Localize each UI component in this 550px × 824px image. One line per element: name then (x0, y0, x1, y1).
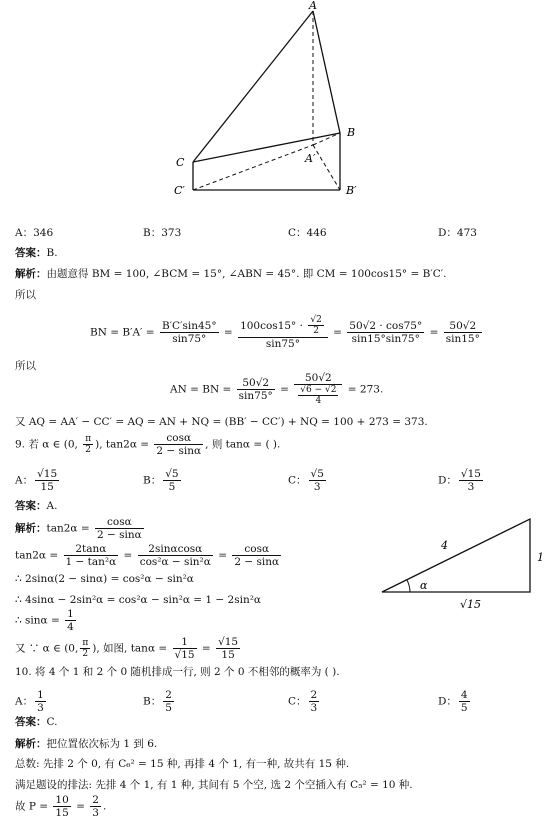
a4-lhs: 故 P = (15, 800, 49, 813)
q9-stem-frac (154, 432, 203, 457)
eq1-frac1 (160, 320, 219, 345)
pi-num: π (82, 637, 89, 648)
eq2-frac2-inner-num: √6 − √2 (300, 385, 337, 396)
triangle-figure (370, 510, 550, 615)
q9-stem: 9. 若 α ∈ (0, $\frac{\pi}{2}$ ), tan2α = $\frac{\cos\alpha}{2 - \sin\alpha}$ , 则 tanα = ( ). (15, 432, 281, 458)
a5-frac (65, 608, 76, 633)
eq2-rhs: = 273. (347, 383, 384, 396)
q9-opt-d-frac (459, 468, 483, 493)
a5-lhs: ∴ sinα = (15, 614, 60, 627)
q8-equation-2: AN = BN = $\frac{50√2}{\sin 75^\circ}$ = $\frac{50√2}{\frac{√6 - √2}{4}}$ = 273. (170, 372, 384, 407)
a1-num: cosα (107, 516, 132, 528)
q9-opt-d-num: √15 (460, 468, 481, 480)
answer-label: 答案： (15, 247, 47, 259)
q8-option-d: D：473 (438, 227, 477, 239)
q9-analysis-4: ∴ 4sinα − 2sin²α = cos²α − sin²α = 1 − 2sin²α (15, 594, 262, 606)
a1-den: 2 − sinα (97, 529, 142, 542)
q9-stem-c: , 则 tanα = ( ). (205, 438, 281, 451)
answer-value: A. (46, 500, 58, 512)
q9-analysis-3: ∴ 2sinα(2 − sinα) = cos²α − sin²α (15, 573, 194, 585)
eq1-frac2-inner-den: 2 (308, 325, 323, 336)
q8-option-c: C：446 (288, 227, 327, 239)
a4-den1: 15 (55, 807, 69, 820)
a6-pi-half (80, 638, 90, 660)
analysis-label: 解析： (15, 522, 47, 535)
q9-opt-c-den: 3 (309, 480, 326, 493)
eq2-frac2-inner (298, 385, 338, 407)
a6-num1: 1 (181, 636, 188, 648)
eq1-frac2-inner (308, 315, 323, 337)
analysis-label: 解析： (15, 738, 47, 750)
a4-den2: 3 (92, 807, 99, 820)
edge-a1b (313, 133, 340, 145)
q9-option-d (438, 468, 485, 493)
a2-frac1 (64, 543, 119, 568)
q10-opt-c-frac (309, 689, 320, 714)
q9-pi-half (83, 434, 93, 456)
q9-analysis-2: tan2α = $\frac{2\tan\alpha}{\text{1 − tan²α}}$ = $\frac{2\sin\alpha\cos\alpha}{\text{cos²α − sin²α}}$ = $\frac{\cos\alpha}{2 - \sin\alpha}$ (15, 543, 280, 569)
q9-stem-a: 9. 若 α ∈ (15, 438, 64, 451)
a2-f1-den: 1 − tan²α (65, 556, 117, 569)
q10-opt-b-den: 5 (165, 702, 172, 715)
a1-frac (95, 516, 144, 541)
eq1-frac2 (238, 315, 328, 350)
q9-opt-b-num: √5 (165, 468, 179, 480)
a2-lhs: tan2α = (15, 549, 59, 562)
q9-option-a (15, 468, 61, 493)
eq1-frac3-den: sin15°sin75° (347, 332, 424, 345)
edge-a1b1 (313, 145, 340, 190)
a2-f3-den: 2 − sinα (234, 556, 280, 569)
q8-option-a: A：346 (15, 227, 54, 239)
eq1-lhs: BN = B′A′ = (90, 326, 155, 339)
angle-arc (407, 580, 410, 592)
q9-opt-d-label: D： (438, 474, 457, 487)
answer-label: 答案： (15, 500, 47, 512)
opp-label: 1 (537, 551, 544, 564)
q8-suoyi-1: 所以 (15, 289, 36, 301)
eq2-frac2-num: 50√2 (304, 372, 332, 384)
answer-label: 答案： (15, 716, 47, 728)
q10-option-a (15, 689, 48, 714)
eq2-frac1 (237, 377, 275, 402)
a2-f3-num: cosα (244, 543, 270, 555)
q9-opt-d-den: 3 (459, 480, 483, 493)
eq1-frac3-num: 50√2 · cos75° (349, 319, 423, 332)
a5-den: 4 (67, 621, 74, 634)
q10-opt-b-num: 2 (165, 689, 172, 701)
q9-analysis-6: 又 ∵ α ∈ (0, $\frac{\pi}{2}$ ), 如图, tanα = $\frac{1}{√15}$ = $\frac{√15}{15}$ (15, 636, 239, 662)
label-a-prime: A′ (305, 152, 316, 165)
a6-num2: √15 (218, 636, 239, 648)
eq2-frac2-den (294, 384, 342, 407)
q9-opt-c-frac (309, 468, 326, 493)
edge-cb (193, 133, 340, 162)
q8-analysis-line1 (15, 268, 446, 281)
a6-den1: √15 (174, 649, 195, 662)
q10-opt-c-label: C： (288, 695, 307, 708)
pi-num: π (85, 433, 92, 444)
q10-opt-c-den: 3 (310, 702, 318, 715)
edge-c1a1 (193, 145, 313, 190)
eq1-frac4-num: 50√2 (449, 319, 477, 332)
q9-opt-a-frac (35, 468, 59, 493)
a6-frac2 (216, 636, 240, 661)
q10-opt-a-label: A： (15, 695, 34, 708)
q10-opt-d-label: D： (438, 695, 457, 708)
q9-stem-den: 2 − sinα (156, 445, 202, 458)
a4-num2: 2 (92, 794, 99, 806)
q10-opt-a-frac (35, 689, 46, 714)
eq1-frac2-den: sin75° (238, 337, 328, 350)
q9-option-c (288, 468, 328, 493)
a2-f2-den: cos²α − sin²α (139, 556, 211, 569)
q10-answer (15, 716, 58, 729)
eq1-frac1-den: sin75° (160, 332, 219, 345)
label-b: B (347, 126, 356, 139)
q8-equation-1: BN = B′A′ = $\frac{B'C'\sin 45^\circ}{\sin 75^\circ}$ = 100cos15° · $\frac{√2}{2}$ sin75° = $\frac{50√2 \cdot \cos 75^\circ}{\sin 15^\circ\sin 75^\circ}$ = $\frac{50√2}{\sin 15^\circ}$ (90, 315, 480, 350)
q9-opt-b-den: 5 (163, 480, 180, 493)
answer-value: C. (46, 716, 58, 728)
adj-label: √15 (460, 598, 482, 611)
q9-opt-a-num: √15 (37, 468, 58, 480)
a1-lhs: tan2α = (46, 522, 90, 535)
q10-stem: 10. 将 4 个 1 和 2 个 0 随机排成一行, 则 2 个 0 不相邻的概率为 ( ). (15, 666, 340, 678)
a4-num1: 10 (55, 794, 69, 806)
eq1-frac3 (347, 320, 424, 345)
q10-opt-a-num: 1 (37, 689, 44, 701)
q9-stem-num: cosα (166, 432, 192, 444)
analysis-label: 解析： (15, 268, 47, 280)
a1-text: 把位置依次标为 1 到 6. (46, 738, 158, 750)
q10-analysis-1 (15, 738, 157, 751)
geometry-figure (150, 0, 380, 205)
a6-frac1 (173, 636, 197, 661)
eq1-frac2-inner-num: √2 (310, 315, 322, 325)
a2-frac2 (138, 543, 213, 568)
hyp-label: 4 (441, 539, 448, 552)
eq2-frac2 (294, 372, 342, 407)
eq1-frac2-num (238, 315, 328, 337)
q9-analysis-5 (15, 608, 78, 633)
label-a: A (309, 0, 317, 12)
pi-den: 2 (80, 648, 90, 659)
q8-answer (15, 247, 58, 260)
q10-option-d (438, 689, 472, 714)
a5-num: 1 (67, 608, 74, 620)
q10-analysis-3: 满足题设的排法: 先排 4 个 1, 有 1 种, 其间有 5 个空, 选 2 个空插入有 C₅² = 10 种. (15, 779, 413, 791)
eq2-frac1-num: 50√2 (242, 376, 270, 389)
q9-stem-b: , tan2α = (99, 438, 150, 451)
q9-answer (15, 500, 57, 513)
q10-option-c (288, 689, 321, 714)
eq1-frac4-den: sin15° (445, 332, 480, 345)
edge-ab (313, 11, 340, 133)
q9-opt-c-num: √5 (310, 468, 324, 480)
pi-den: 2 (83, 444, 93, 455)
q10-opt-c-num: 2 (310, 689, 318, 701)
a6-b: ), 如图, tanα = (92, 642, 168, 655)
analysis-text: 由题意得 BM = 100, ∠BCM = 15°, ∠ABN = 45°. 即 CM = 100cos15° = B′C′. (46, 268, 447, 280)
q10-opt-d-frac (459, 689, 470, 714)
q10-analysis-4: 故 P = $\frac{10}{15}$ = $\frac{2}{3}$ . (15, 794, 107, 820)
q9-option-b (143, 468, 183, 493)
a6-a: 又 ∵ α ∈ (0, (15, 642, 79, 655)
eq1-frac2-num-a: 100cos15° · (240, 319, 307, 332)
q8-suoyi-2: 所以 (15, 360, 36, 372)
q9-opt-a-den: 15 (35, 480, 59, 493)
q10-opt-b-label: B： (143, 695, 162, 708)
eq1-frac1-num: B′C′sin45° (161, 319, 217, 332)
q10-opt-a-den: 3 (37, 702, 44, 715)
triangle-shape (382, 519, 530, 592)
label-b-prime: B′ (346, 184, 357, 197)
answer-value: B. (46, 247, 58, 259)
q10-opt-d-num: 4 (460, 689, 468, 701)
q9-opt-b-frac (163, 468, 180, 493)
q10-option-b (143, 689, 176, 714)
q10-analysis-2: 总数: 先排 2 个 0, 有 C₆² = 15 种, 再排 4 个 1, 有一种, 故共有 15 种. (15, 758, 350, 770)
label-c-prime: C′ (174, 184, 185, 197)
q10-opt-b-frac (163, 689, 174, 714)
a4-frac1 (53, 794, 70, 819)
q9-opt-b-label: B： (143, 474, 162, 487)
eq2-frac1-den: sin75° (238, 389, 273, 402)
label-c: C (176, 156, 185, 169)
q9-opt-c-label: C： (288, 474, 307, 487)
eq1-frac4 (444, 320, 482, 345)
edge-ca (193, 11, 313, 162)
a2-frac3 (232, 543, 281, 568)
a4-frac2 (90, 794, 101, 819)
a2-f2-num: 2sinαcosα (148, 543, 203, 555)
q9-analysis-1 (15, 516, 146, 541)
q8-option-b: B：373 (143, 227, 182, 239)
eq2-frac2-inner-den: 4 (298, 395, 338, 406)
q10-opt-d-den: 5 (460, 702, 468, 715)
eq2-lhs: AN = BN = (170, 383, 232, 396)
q9-opt-a-label: A： (15, 474, 34, 487)
a6-den2: 15 (216, 648, 240, 661)
angle-label: α (420, 579, 428, 592)
a2-f1-num: 2tanα (75, 543, 107, 555)
q8-last-line: 又 AQ = AA′ − CC′ = AQ = AN + NQ = (BB′ − CC′) + NQ = 100 + 273 = 373. (15, 416, 428, 428)
